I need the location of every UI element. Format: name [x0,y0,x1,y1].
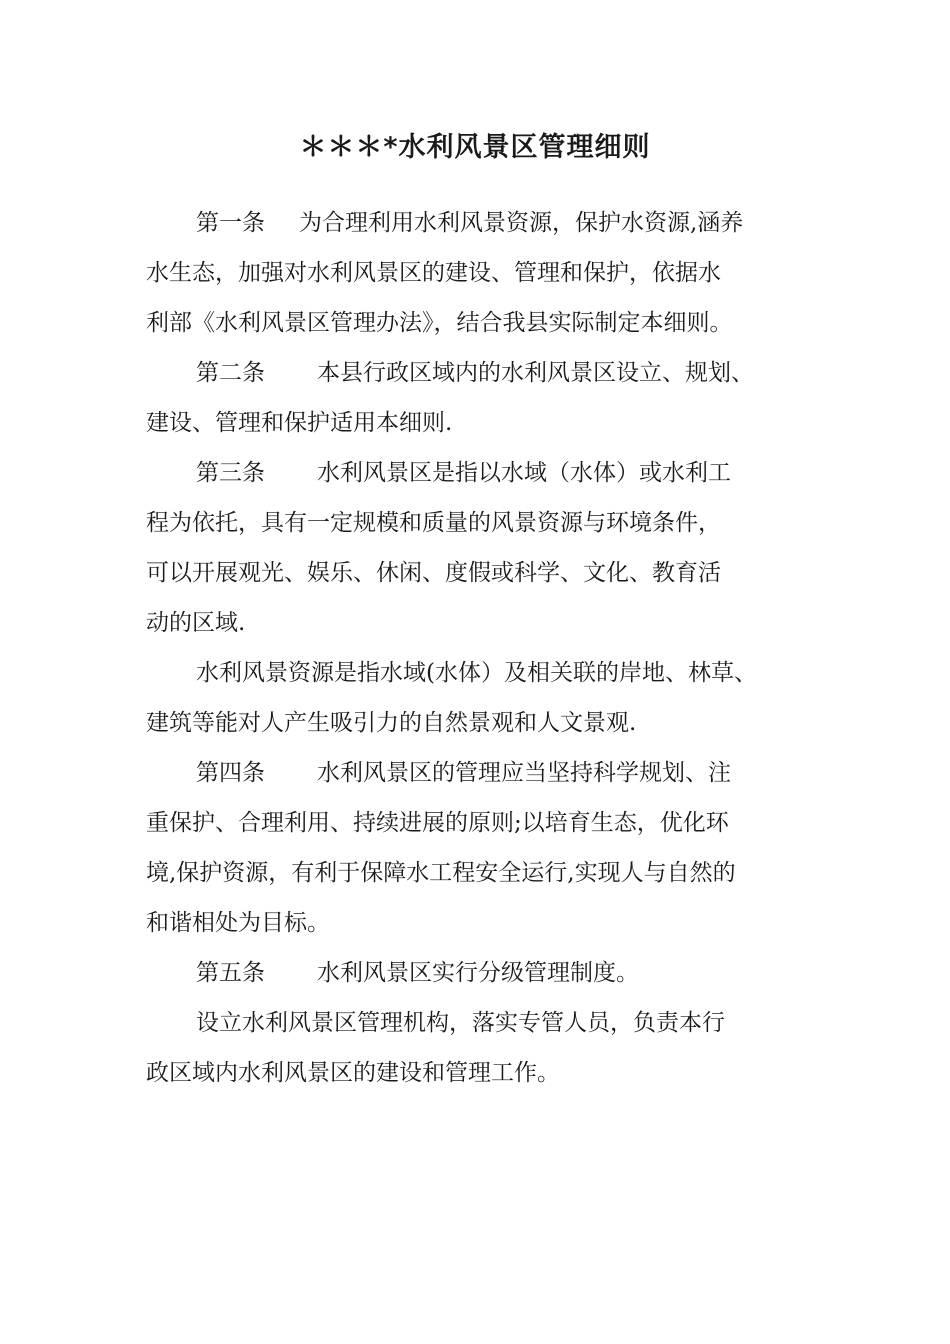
article-text: 为合理利用水利风景资源，保护水资源,涵养 [299,210,744,236]
paragraph-establish-line-2: 政区域内水利风景区的建设和管理工作。 [146,1060,560,1086]
article-number: 第二条 [196,360,265,386]
article-text: 水利风景区实行分级管理制度。 [317,960,639,986]
paragraph-resources-line-1: 水利风景资源是指水域(水体）及相关联的岸地、林草、 [196,660,757,686]
article-3-line-3: 可以开展观光、娱乐、休闲、度假或科学、文化、教育活 [146,560,721,586]
article-4-line-4: 和谐相处为目标。 [146,910,330,936]
article-3-line-4: 动的区域. [146,610,246,636]
article-number: 第一条 [196,210,265,236]
article-2-line-1 [196,353,754,393]
article-5-line-1 [196,953,639,993]
article-1-line-2: 水生态，加强对水利风景区的建设、管理和保护，依据水 [146,260,721,286]
paragraph-resources-line-2: 建筑等能对人产生吸引力的自然景观和人文景观. [146,710,637,736]
article-1-line-1 [196,203,743,243]
article-text: 水利风景区是指以水域（水体）或水利工 [317,460,731,486]
article-3-line-2: 程为依托，具有一定规模和质量的风景资源与环境条件， [146,510,721,536]
article-text: 本县行政区域内的水利风景区设立、规划、 [317,360,754,386]
article-4-line-2: 重保护、合理利用、持续进展的原则;以培育生态，优化环 [146,810,729,836]
article-number: 第四条 [196,760,265,786]
article-text: 水利风景区的管理应当坚持科学规划、注 [317,760,731,786]
article-1-line-3: 利部《水利风景区管理办法》，结合我县实际制定本细则。 [146,310,733,336]
article-3-line-1 [196,453,731,493]
article-4-line-3: 境,保护资源，有利于保障水工程安全运行,实现人与自然的 [146,860,736,886]
article-number: 第三条 [196,460,265,486]
article-4-line-1 [196,753,731,793]
article-number: 第五条 [196,960,265,986]
article-2-line-2: 建设、管理和保护适用本细则. [146,410,453,436]
document-title: ＊＊＊*水利风景区管理细则 [299,132,651,163]
paragraph-establish-line-1: 设立水利风景区管理机构，落实专管人员，负责本行 [196,1010,725,1036]
